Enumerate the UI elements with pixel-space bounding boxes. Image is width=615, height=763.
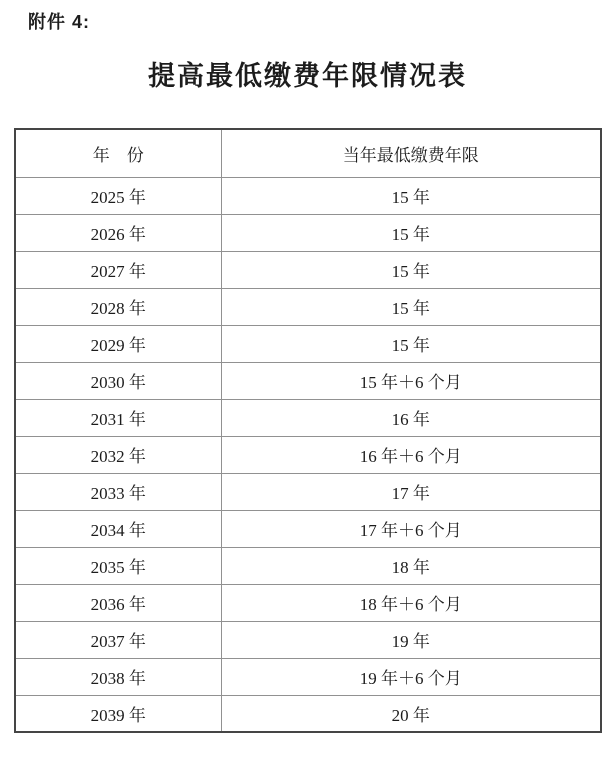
table-row (15, 510, 601, 547)
table-row (15, 621, 601, 658)
value-cell: 19 年 (221, 621, 601, 658)
year-cell: 2029 年 (15, 325, 221, 362)
table-row (15, 251, 601, 288)
year-cell: 2038 年 (15, 658, 221, 695)
value-cell: 16 年 (221, 399, 601, 436)
year-cell: 2036 年 (15, 584, 221, 621)
year-cell: 2037 年 (15, 621, 221, 658)
value-cell: 15 年 (221, 177, 601, 214)
table-row (15, 473, 601, 510)
year-cell: 2030 年 (15, 362, 221, 399)
table-row (15, 288, 601, 325)
value-cell: 16 年＋6 个月 (221, 436, 601, 473)
value-cell: 15 年＋6 个月 (221, 362, 601, 399)
contribution-years-table (14, 128, 602, 733)
value-cell: 19 年＋6 个月 (221, 658, 601, 695)
table-row (15, 325, 601, 362)
value-cell: 18 年 (221, 547, 601, 584)
table-row (15, 695, 601, 732)
year-cell: 2028 年 (15, 288, 221, 325)
table-header-row (15, 129, 601, 177)
value-cell: 15 年 (221, 325, 601, 362)
year-cell: 2025 年 (15, 177, 221, 214)
year-cell: 2039 年 (15, 695, 221, 732)
year-column-header: 年 份 (15, 129, 221, 177)
year-cell: 2034 年 (15, 510, 221, 547)
table-row (15, 177, 601, 214)
value-cell: 18 年＋6 个月 (221, 584, 601, 621)
table-row (15, 658, 601, 695)
value-cell: 15 年 (221, 251, 601, 288)
page-title: 提高最低缴费年限情况表 (148, 61, 467, 91)
table-body (15, 177, 601, 732)
year-cell: 2026 年 (15, 214, 221, 251)
table-row (15, 584, 601, 621)
min-years-column-header: 当年最低缴费年限 (221, 129, 601, 177)
table-row (15, 362, 601, 399)
attachment-label: 附件 4: (28, 12, 91, 32)
table-row (15, 214, 601, 251)
year-cell: 2035 年 (15, 547, 221, 584)
year-cell: 2031 年 (15, 399, 221, 436)
table-row (15, 436, 601, 473)
table-row (15, 547, 601, 584)
year-cell: 2033 年 (15, 473, 221, 510)
value-cell: 20 年 (221, 695, 601, 732)
year-cell: 2027 年 (15, 251, 221, 288)
value-cell: 15 年 (221, 288, 601, 325)
value-cell: 17 年＋6 个月 (221, 510, 601, 547)
value-cell: 15 年 (221, 214, 601, 251)
table-row (15, 399, 601, 436)
value-cell: 17 年 (221, 473, 601, 510)
year-cell: 2032 年 (15, 436, 221, 473)
